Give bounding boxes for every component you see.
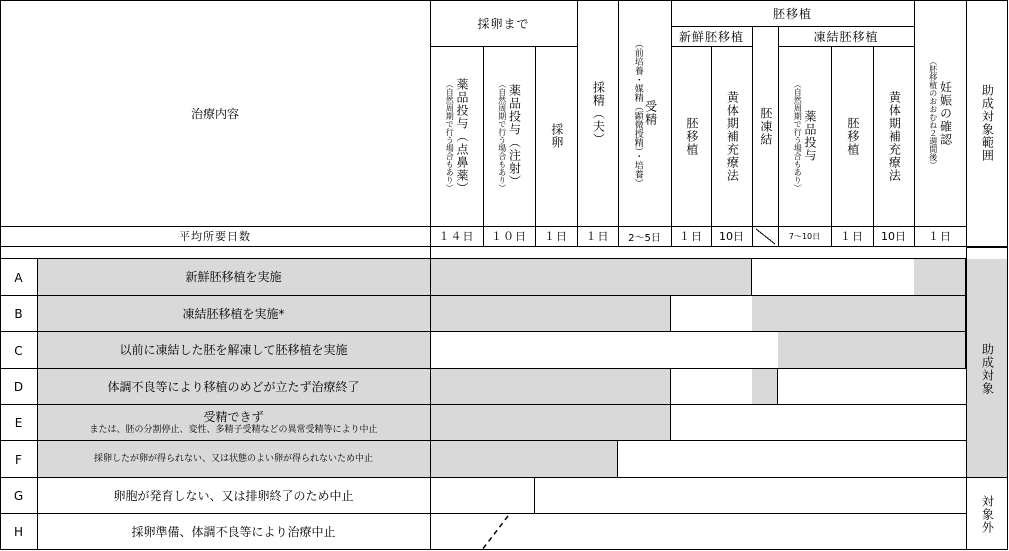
header-fertilization-label: 受精 bbox=[643, 100, 658, 126]
days-sperm: １日 bbox=[585, 230, 610, 243]
row-d-id: D bbox=[13, 380, 24, 394]
header-sperm-collection-label: 採精（夫） bbox=[591, 80, 606, 146]
scope-subsidized-label: 助成対象 bbox=[980, 342, 995, 395]
row-b-id: B bbox=[14, 307, 23, 321]
header-embryo-transfer-2-label: 胚移植 bbox=[845, 116, 860, 156]
header-drug-injection-label: 薬品投与（注射） bbox=[507, 84, 522, 188]
row-e-desc-main: 受精できず bbox=[203, 409, 264, 424]
header-luteal-support-1-label: 黄体期補充療法 bbox=[725, 90, 740, 182]
header-drug-nasal-note: （自然周期で行う場合もあり） bbox=[445, 80, 455, 192]
days-et2: １日 bbox=[840, 230, 864, 243]
row-f-desc: 採卵したが卵が得られない、又は状態のよい卵が得られないため中止 bbox=[37, 441, 430, 478]
header-subsidy-scope-label: 助成対象範囲 bbox=[980, 84, 995, 162]
days-et1: １日 bbox=[679, 230, 703, 243]
days-egg: １日 bbox=[544, 230, 568, 243]
row-g-desc: 卵胞が発育しない、又は排卵終了のため中止 bbox=[113, 488, 354, 503]
header-embryo-transfer-1-label: 胚移植 bbox=[684, 116, 699, 156]
row-a-id: A bbox=[14, 270, 23, 285]
header-treatment: 治療内容 bbox=[190, 106, 239, 121]
header-drug-frozen-note: （自然周期で行う場合もあり） bbox=[793, 80, 803, 192]
days-luteal2: 10日 bbox=[881, 230, 906, 243]
header-egg-collection-group: 採卵まで bbox=[477, 16, 530, 31]
header-fertilization-note: （前培養・媒精（顕微授精）・培養） bbox=[632, 38, 643, 188]
days-drug-frozen: 7～10日 bbox=[788, 231, 821, 241]
header-egg-collection-label: 採卵 bbox=[549, 123, 564, 149]
header-embryo-freeze-label: 胚凍結 bbox=[758, 106, 773, 146]
row-e-desc-sub: または、胚の分割停止、変性、多精子受精などの異常受精等により中止 bbox=[89, 424, 378, 435]
row-c-desc: 以前に凍結した胚を解凍して胚移植を実施 bbox=[37, 332, 430, 369]
header-drug-nasal-label: 薬品投与（点鼻薬） bbox=[454, 77, 469, 195]
row-b-desc: 凍結胚移植を実施* bbox=[37, 296, 430, 332]
days-injection: １０日 bbox=[491, 230, 527, 243]
row-c-id: C bbox=[14, 343, 23, 358]
header-luteal-support-2-label: 黄体期補充療法 bbox=[887, 90, 902, 182]
header-pregnancy-note: （胚移植のおおむね２週間後） bbox=[928, 57, 938, 169]
header-frozen-transfer: 凍結胚移植 bbox=[813, 29, 879, 44]
row-a-desc: 新鮮胚移植を実施 bbox=[37, 259, 430, 296]
days-luteal1: 10日 bbox=[719, 230, 744, 243]
row-e-id: E bbox=[14, 416, 23, 430]
row-g-id: G bbox=[13, 489, 24, 503]
days-label: 平均所要日数 bbox=[179, 230, 251, 243]
header-drug-frozen-label: 薬品投与 bbox=[802, 110, 817, 162]
row-f-id: F bbox=[15, 452, 22, 467]
row-h-id: H bbox=[13, 525, 24, 539]
days-preg: １日 bbox=[928, 230, 952, 243]
header-pregnancy-label: 妊娠の確認 bbox=[938, 80, 953, 146]
days-fert: 2～5日 bbox=[628, 232, 661, 244]
row-d-desc: 体調不良等により移植のめどが立たず治療終了 bbox=[37, 369, 430, 405]
header-fresh-transfer: 新鮮胚移植 bbox=[678, 29, 744, 44]
days-nasal: １４日 bbox=[438, 230, 475, 243]
row-h-desc: 採卵準備、体調不良等により治療中止 bbox=[131, 524, 336, 539]
header-drug-injection-note: （自然周期で行う場合もあり） bbox=[497, 80, 507, 192]
header-transfer-group: 胚移植 bbox=[772, 6, 812, 21]
scope-not-subsidized-label: 対象外 bbox=[980, 494, 995, 534]
